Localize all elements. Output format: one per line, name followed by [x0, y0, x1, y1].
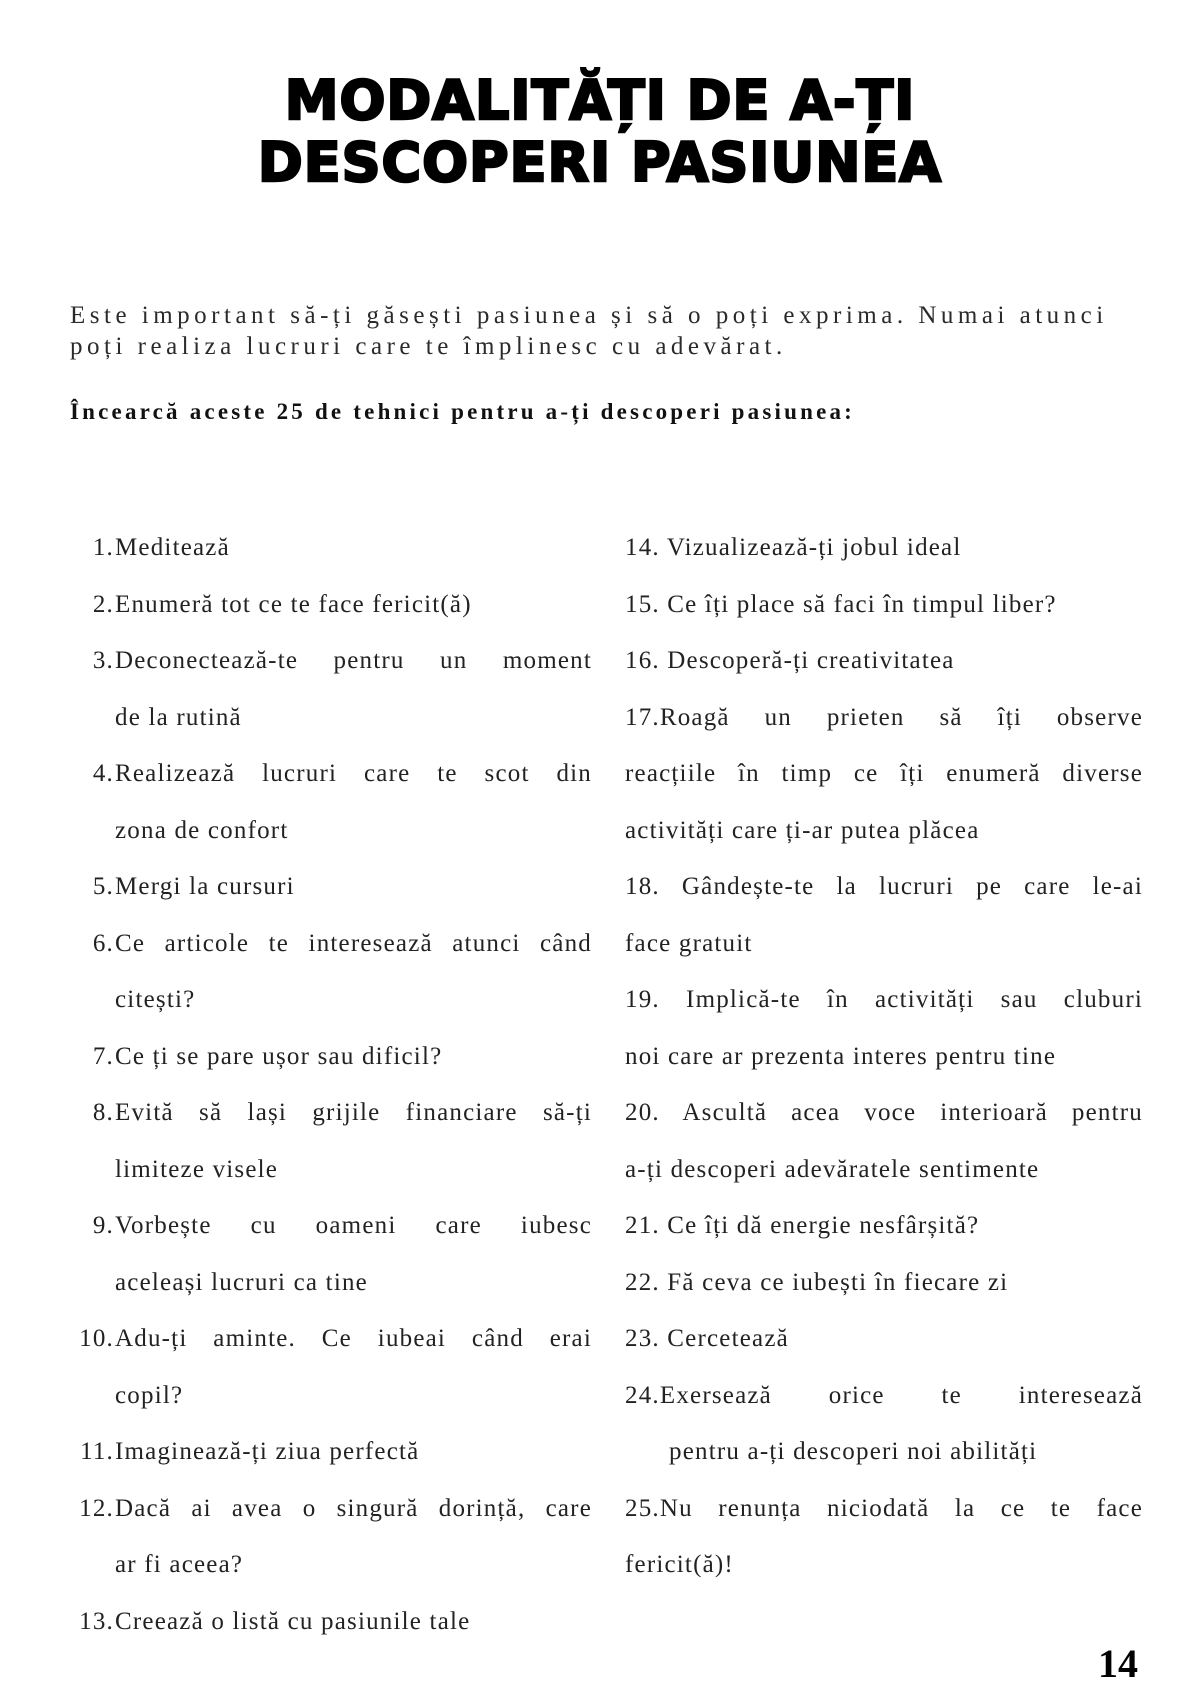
list-item-number: 10.: [79, 1325, 114, 1352]
list-item: [625, 972, 1143, 1029]
list-item-number: 2.: [92, 590, 114, 618]
list-item-text: Deconectează-te pentru un moment: [115, 647, 592, 674]
list-item-number: 8.: [92, 1099, 114, 1126]
list-item-number: 5.: [92, 873, 114, 900]
list-item-text: limiteze visele: [115, 1155, 279, 1183]
right-list-column: [625, 520, 1143, 1594]
list-item: [625, 1424, 1143, 1481]
list-item-text: Evită să lași grijile financiare să-ți: [115, 1099, 592, 1126]
list-item: [62, 577, 592, 634]
list-item-continuation: [62, 803, 592, 860]
list-item-text: Meditează: [115, 534, 230, 561]
list-item: [62, 1085, 592, 1142]
list-item-number: 6.: [92, 929, 114, 957]
list-item-text: 20. Ascultă acea voce interioară pentru: [625, 1099, 1143, 1126]
list-item-text: face gratuit: [625, 929, 753, 957]
list-item-text: 19. Implică-te în activități sau cluburi: [625, 986, 1143, 1013]
list-item-number: 11.: [80, 1438, 114, 1465]
list-item: [62, 1594, 592, 1651]
list-item: [625, 746, 1143, 803]
list-item-text: 17.Roagă un prieten să îți observe: [625, 703, 1143, 731]
list-item-text: 14. Vizualizează-ți jobul ideal: [625, 534, 962, 561]
list-item-number: 12.: [79, 1494, 114, 1522]
list-item-number: 9.: [92, 1212, 114, 1239]
list-item-text: Vorbește cu oameni care iubesc: [115, 1212, 592, 1239]
list-item-number: 7.: [92, 1042, 114, 1070]
list-item-text: 25.Nu renunța niciodată la ce te face: [625, 1494, 1143, 1522]
list-item: [62, 916, 592, 973]
list-item-text: Mergi la cursuri: [115, 873, 295, 900]
list-item: [625, 1481, 1143, 1538]
list-item-text: noi care ar prezenta interes pentru tine: [625, 1042, 1057, 1070]
list-item-text: 21. Ce îți dă energie nesfârșită?: [625, 1212, 980, 1239]
title-line-1: MODALITĂȚI DE A-ȚI: [284, 69, 916, 132]
page-number: 14: [1098, 1641, 1138, 1686]
list-item: [625, 520, 1143, 577]
list-item-text: Ce articole te interesează atunci când: [115, 929, 592, 957]
list-item: [625, 1085, 1143, 1142]
list-item-number: 4.: [92, 760, 114, 787]
list-item: [625, 577, 1143, 634]
list-item: [625, 803, 1143, 860]
list-item-text: Dacă ai avea o singură dorință, care: [115, 1494, 592, 1522]
list-item: [625, 1142, 1143, 1199]
list-item-text: pentru a-ți descoperi noi abilități: [669, 1438, 1038, 1465]
list-item-text: 18. Gândește-te la lucruri pe care le-ai: [625, 873, 1143, 900]
list-item-text: copil?: [115, 1381, 184, 1409]
list-item: [625, 1368, 1143, 1425]
list-item: [62, 633, 592, 690]
list-item: [625, 1537, 1143, 1594]
left-list-column: [62, 520, 592, 1650]
list-item-number: 13.: [79, 1607, 114, 1635]
list-item-text: ar fi aceea?: [115, 1551, 244, 1578]
list-item-text: Imaginează-ți ziua perfectă: [115, 1438, 420, 1465]
list-item: [62, 1311, 592, 1368]
list-item-text: de la rutină: [115, 703, 242, 731]
list-item: [625, 859, 1143, 916]
list-item: [625, 1029, 1143, 1086]
list-item: [625, 1311, 1143, 1368]
list-item-text: Creează o listă cu pasiunile tale: [115, 1607, 471, 1635]
list-item: [625, 1198, 1143, 1255]
list-item-text: aceleași lucruri ca tine: [115, 1268, 368, 1296]
intro-paragraph: Este important să-ți găsești pasiunea și să o poți exprima. Numai atunci poți realiza lucruri care te împlinesc cu adevărat.: [70, 302, 1108, 360]
page-title: [0, 70, 1200, 194]
list-item: [62, 1481, 592, 1538]
list-item: [62, 859, 592, 916]
lead-sentence: Încearcă aceste 25 de tehnici pentru a-ți descoperi pasiunea:: [70, 399, 856, 424]
list-item: [625, 690, 1143, 747]
list-item-text: Adu-ți aminte. Ce iubeai când erai: [115, 1325, 592, 1352]
list-item-text: 24.Exersează orice te interesează: [625, 1381, 1143, 1409]
list-item-number: 3.: [92, 647, 114, 674]
list-item-text: Realizează lucruri care te scot din: [115, 760, 592, 787]
list-item-continuation: [62, 972, 592, 1029]
list-item: [62, 520, 592, 577]
list-item-text: 23. Cercetează: [625, 1325, 789, 1352]
list-item-continuation: [62, 1255, 592, 1312]
list-item-text: reacțiile în timp ce îți enumeră diverse: [625, 760, 1143, 787]
list-item-text: Ce ți se pare ușor sau dificil?: [115, 1042, 443, 1070]
list-item: [625, 1255, 1143, 1312]
list-item-continuation: [62, 1142, 592, 1199]
list-item-text: activități care ți-ar putea plăcea: [625, 816, 980, 844]
list-item: [625, 916, 1143, 973]
list-item-number: 1.: [92, 534, 114, 561]
list-item: [625, 633, 1143, 690]
list-item: [62, 1198, 592, 1255]
title-line-2: DESCOPERI PASIUNEA: [257, 131, 943, 194]
list-item-text: Enumeră tot ce te face fericit(ă): [115, 590, 472, 618]
list-item-continuation: [62, 1368, 592, 1425]
list-item-text: 16. Descoperă-ți creativitatea: [625, 647, 955, 674]
list-item: [62, 746, 592, 803]
list-item: [62, 1424, 592, 1481]
list-item-text: a-ți descoperi adevăratele sentimente: [625, 1155, 1040, 1183]
list-item-text: citești?: [115, 986, 196, 1013]
list-item-continuation: [62, 690, 592, 747]
list-item-continuation: [62, 1537, 592, 1594]
list-item-text: 15. Ce îți place să faci în timpul liber?: [625, 590, 1057, 618]
list-item-text: 22. Fă ceva ce iubești în fiecare zi: [625, 1268, 1009, 1296]
list-item-text: fericit(ă)!: [625, 1551, 734, 1578]
list-item-text: zona de confort: [115, 816, 289, 844]
list-item: [62, 1029, 592, 1086]
